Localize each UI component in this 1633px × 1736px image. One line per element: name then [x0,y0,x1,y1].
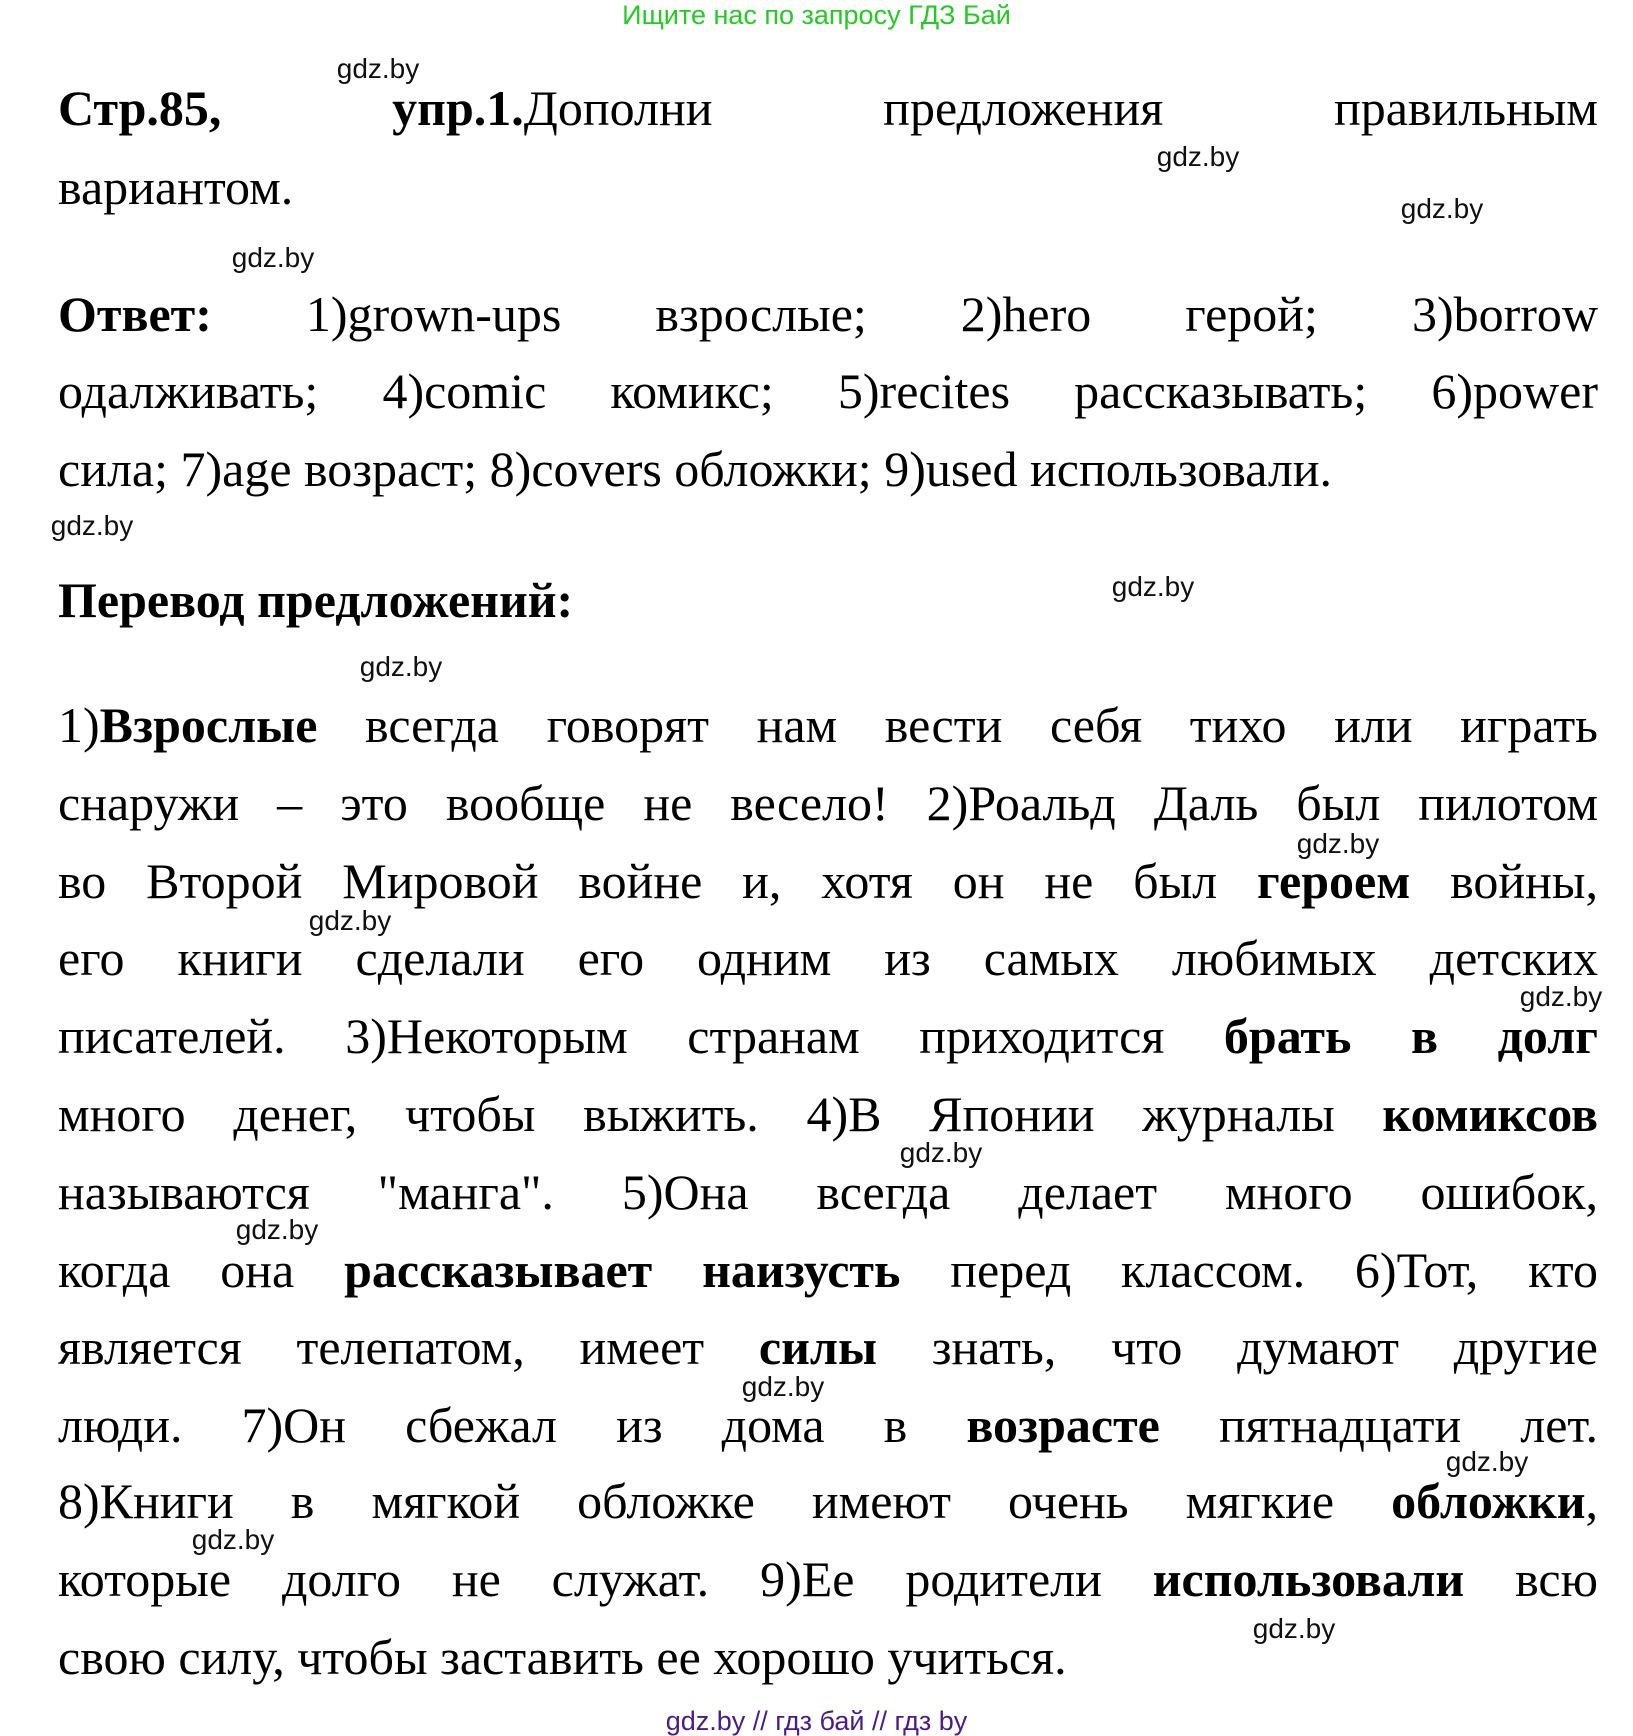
bold-text: брать в долг [1223,1008,1598,1064]
watermark: gdz.by [1519,981,1603,1012]
text: сила; 7)age возраст; 8)covers обложки; 9)used использовали. [58,441,1333,497]
text: , [1585,1473,1598,1529]
watermark: gdz.by [50,510,134,541]
bold-text: возрасте [966,1397,1160,1453]
text: когда она [58,1242,345,1298]
translation-line [58,1395,1598,1455]
text: является телепатом, имеет [58,1319,759,1375]
watermark: gdz.by [231,242,315,273]
watermark: gdz.by [359,651,443,682]
text: много денег, чтобы выжить. 4)В Японии журналы [58,1086,1383,1142]
watermark: gdz.by [1445,1446,1529,1477]
answer-line [58,284,1598,344]
translation-line [58,695,1598,755]
text: одалживать; 4)comic комикс; 5)recites рассказывать; 6)power [58,363,1598,419]
text: свою силу, чтобы заставить ее хорошо учиться. [58,1629,1067,1685]
text: перед классом. 6)Тот, кто [900,1242,1598,1298]
text: 1)grown-ups взрослые; 2)hero герой; 3)borrow [211,286,1598,342]
text: называются "манга". 5)Она всегда делает много ошибок, [58,1164,1598,1220]
translation-line [58,1084,1598,1144]
text: писателей. 3)Некоторым странам приходится [58,1008,1224,1064]
translation-line [58,1627,1598,1687]
exercise-title-line [58,157,1598,217]
translation-line [58,1240,1598,1300]
text: Дополни предложения правильным [523,80,1599,136]
text: вариантом. [58,159,294,215]
bold-text: использовали [1152,1551,1465,1607]
bold-text: силы [758,1319,877,1375]
bold-text: рассказывает наизусть [344,1242,901,1298]
watermark: gdz.by [1400,193,1484,224]
text: войны, [1410,853,1598,909]
exercise-title-line [58,78,1598,138]
search-hint-banner: Ищите нас по запросу ГДЗ Бай [622,0,1011,30]
text: всю [1464,1551,1598,1607]
text: которые долго не служат. 9)Ее родители [58,1551,1153,1607]
bold-text: комиксов [1382,1086,1598,1142]
answer-line [58,361,1598,421]
watermark: gdz.by [1111,571,1195,602]
bold-text: обложки [1391,1473,1586,1529]
text: 8)Книги в мягкой обложке имеют очень мягкие [58,1473,1392,1529]
bold-text: Ответ: [58,286,212,342]
translation-line [58,1549,1598,1609]
watermark: gdz.by [235,1214,319,1245]
translation-line [58,773,1598,833]
bold-text: Перевод предложений: [58,572,574,628]
text: 1) [58,697,100,753]
translation-line [58,1317,1598,1377]
watermark: gdz.by [336,53,420,84]
watermark: gdz.by [308,905,392,936]
translation-line [58,851,1598,911]
watermark: gdz.by [741,1371,825,1402]
translation-line [58,928,1598,988]
watermark: gdz.by [191,1524,275,1555]
text: его книги сделали его одним из самых любимых детских [58,930,1598,986]
bold-text: Взрослые [99,697,318,753]
watermark: gdz.by [899,1137,983,1168]
translation-heading [58,570,1598,630]
translation-line [58,1006,1598,1066]
answer-line [58,439,1598,499]
text: пятнадцати лет. [1159,1397,1598,1453]
watermark: gdz.by [1296,828,1380,859]
watermark: gdz.by [1252,1613,1336,1644]
footer-banner: gdz.by // гдз бай // гдз by [665,1706,968,1736]
text: люди. 7)Он сбежал из дома в [58,1397,967,1453]
bold-text: Стр.85, упр.1. [58,80,524,136]
text: всегда говорят нам вести себя тихо или играть [317,697,1598,753]
text: снаружи – это вообще не весело! 2)Роальд Даль был пилотом [58,775,1598,831]
text: во Второй Мировой войне и, хотя он не был [58,853,1257,909]
translation-line [58,1471,1598,1531]
bold-text: героем [1256,853,1411,909]
text: знать, что думают другие [876,1319,1598,1375]
watermark: gdz.by [1156,141,1240,172]
translation-line [58,1162,1598,1222]
